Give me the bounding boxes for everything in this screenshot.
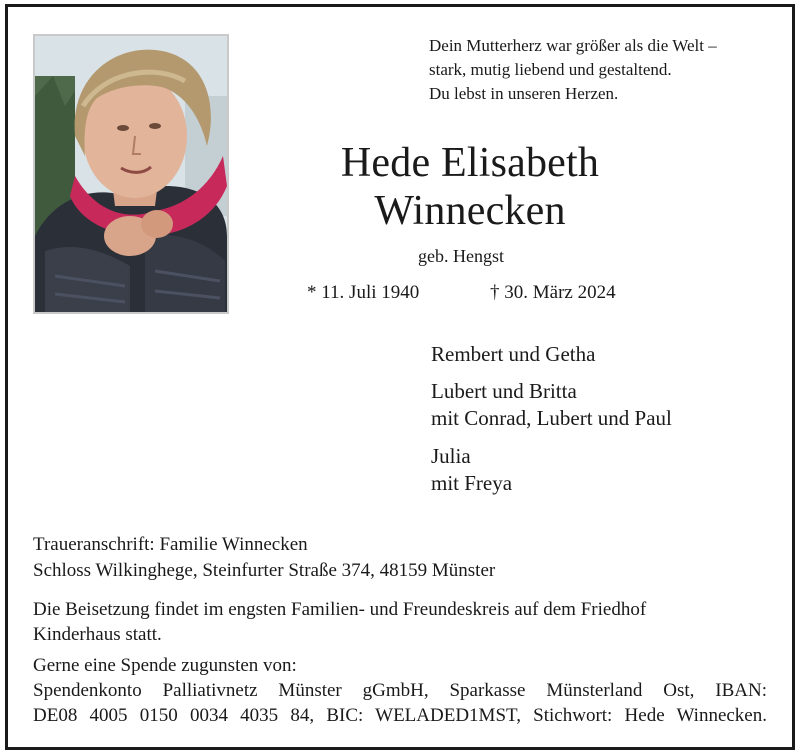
address-line: Traueranschrift: Familie Winnecken xyxy=(33,534,308,555)
birth-date: * 11. Juli 1940 xyxy=(307,282,420,303)
mourner-line: Rembert und Getha xyxy=(431,342,596,366)
donation-line: Gerne eine Spende zugunsten von: xyxy=(33,655,297,676)
notice-line: Die Beisetzung findet im engsten Familien- und Freundeskreis auf dem Friedhof xyxy=(33,599,647,620)
mourner-group xyxy=(431,378,672,432)
mourner-group xyxy=(431,443,512,497)
portrait-photo xyxy=(33,34,229,314)
memorial-quote xyxy=(429,34,717,106)
mourner-line: Julia xyxy=(431,444,471,468)
portrait-image xyxy=(35,36,227,312)
mourning-address xyxy=(33,532,495,584)
donation-line: Spendenkonto Palliativnetz Münster gGmbH, Sparkasse Münsterland Ost, IBAN: xyxy=(33,680,767,701)
mourner-line: mit Conrad, Lubert und Paul xyxy=(431,406,672,430)
death-date: † 30. März 2024 xyxy=(490,282,616,303)
quote-line: Dein Mutterherz war größer als die Welt – xyxy=(429,36,717,55)
mourner-group xyxy=(431,341,595,368)
notice-line: Kinderhaus statt. xyxy=(33,624,162,645)
mourner-line: mit Freya xyxy=(431,471,513,495)
mourner-line: Lubert und Britta xyxy=(431,379,577,403)
address-line: Schloss Wilkinghege, Steinfurter Straße 374, 48159 Münster xyxy=(33,560,496,581)
donation-info xyxy=(33,653,767,728)
donation-line: DE08 4005 0150 0034 4035 84, BIC: WELADED1MST, Stichwort: Hede Winnecken. xyxy=(33,705,767,726)
quote-line: Du lebst in unseren Herzen. xyxy=(429,84,619,103)
deceased-surname: Winnecken xyxy=(374,188,566,234)
birth-name: geb. Hengst xyxy=(418,246,504,266)
quote-line: stark, mutig liebend und gestaltend. xyxy=(429,60,672,79)
deceased-first-names: Hede Elisabeth xyxy=(340,140,600,186)
funeral-notice xyxy=(33,597,773,647)
